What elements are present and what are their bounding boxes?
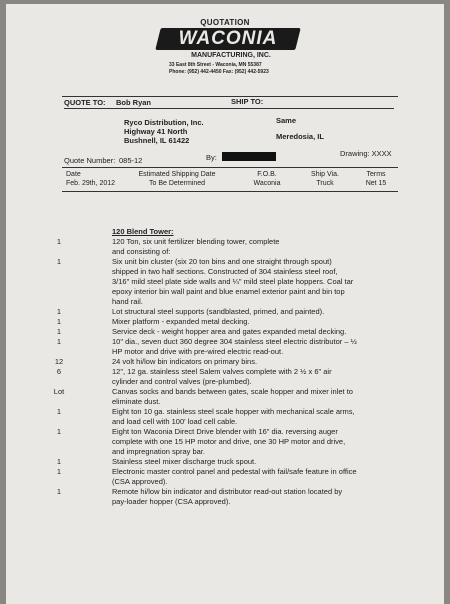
item-qty: 12: [54, 357, 64, 366]
col-terms-header: Terms: [366, 171, 386, 178]
line-item-row: [6, 397, 444, 407]
item-qty: [6, 397, 112, 407]
item-description: Electronic master control panel and pedestal with fail/safe feature in office: [112, 467, 357, 476]
item-qty: 1: [56, 407, 62, 416]
line-item-row: [6, 297, 444, 307]
col-ship-via: [302, 170, 348, 188]
col-ship-via-value: Truck: [316, 180, 334, 187]
customer-city: Bushnell, IL 61422: [124, 136, 190, 145]
line-item-row: [6, 247, 444, 257]
col-date: [66, 170, 122, 188]
item-description: Eight ton 10 ga. stainless steel scale hopper with mechanical scale arms,: [112, 407, 355, 416]
line-item-row: [6, 457, 444, 467]
item-description: complete with one 15 HP motor and drive, one 30 HP motor and drive,: [112, 437, 346, 446]
quote-to-label: QUOTE TO:: [64, 98, 106, 107]
line-item-row: [6, 287, 444, 297]
item-description: Stainless steel mixer discharge truck spout.: [112, 457, 257, 466]
item-description: pay-loader hopper (CSA approved).: [112, 497, 231, 506]
logo-text: WACONIA: [178, 28, 278, 49]
company-logo: [155, 28, 300, 50]
line-item-row: [6, 237, 444, 247]
line-item-row: [6, 477, 444, 487]
item-description: 3/16" mild steel plate side walls and ¼" mild steel plate hoppers. Coal tar: [112, 277, 354, 286]
item-description: shipped in two half sections. Constructed of 304 stainless steel roof,: [112, 267, 338, 276]
item-qty: [6, 477, 112, 487]
by-label: By:: [206, 153, 217, 162]
col-terms: [354, 170, 398, 188]
item-description: cylinder and control valves (pre-plumbed).: [112, 377, 252, 386]
item-qty: 1: [56, 327, 62, 336]
ship-to-name: Same: [276, 116, 297, 125]
item-qty: [6, 247, 112, 257]
item-qty: [6, 497, 112, 507]
item-description: 10" dia., seven duct 360 degree 304 stainless steel electric distributor – ½: [112, 337, 357, 346]
line-item-row: [6, 377, 444, 387]
line-item-row: [6, 337, 444, 347]
line-item-row: [6, 467, 444, 477]
item-description: (CSA approved).: [112, 477, 168, 486]
item-description: and load cell with 100' load cell cable.: [112, 417, 238, 426]
line-item-row: [6, 427, 444, 437]
item-qty: 6: [56, 367, 62, 376]
col-ship-date-header: Estimated Shipping Date: [138, 171, 216, 178]
line-item-row: [6, 447, 444, 457]
line-item-row: [6, 307, 444, 317]
item-qty: 1: [56, 237, 62, 246]
item-qty: 1: [56, 337, 62, 346]
item-description: Service deck - weight hopper area and gates expanded metal decking.: [112, 327, 347, 336]
line-item-row: [6, 327, 444, 337]
line-item-row: [6, 357, 444, 367]
col-ship-via-header: Ship Via.: [311, 171, 339, 178]
col-fob-header: F.O.B.: [257, 171, 277, 178]
header-rule: [62, 96, 398, 97]
address-line-2: Phone: (952) 442-4450 Fax: (952) 442-5923: [169, 69, 269, 75]
col-date-value: Feb. 29th, 2012: [66, 180, 116, 187]
quote-to-name: Bob Ryan: [116, 98, 152, 107]
redaction-mark: [222, 152, 276, 161]
col-ship-date-value: To Be Determined: [148, 180, 206, 187]
item-qty: [6, 437, 112, 447]
item-qty: [6, 417, 112, 427]
item-qty: 1: [56, 257, 62, 266]
item-qty: [6, 447, 112, 457]
item-qty: [6, 227, 112, 237]
col-terms-value: Net 15: [365, 180, 387, 187]
item-description: Remote hi/low bin indicator and distributor read-out station located by: [112, 487, 343, 496]
line-item-row: [6, 497, 444, 507]
item-description: 120 Ton, six unit fertilizer blending tower, complete: [112, 237, 280, 246]
item-description: 12", 12 ga. stainless steel Salem valves complete with 2 ½ x 6" air: [112, 367, 332, 376]
item-description: hand rail.: [112, 297, 143, 306]
company-address: [169, 62, 269, 76]
table-top-rule: [62, 167, 398, 168]
item-description: and consisting of:: [112, 247, 171, 256]
item-description: Lot structural steel supports (sandblasted, primed, and painted).: [112, 307, 325, 316]
item-qty: Lot: [53, 387, 65, 396]
ship-to-label: SHIP TO:: [231, 97, 264, 106]
item-description: Mixer platform - expanded metal decking.: [112, 317, 250, 326]
table-bottom-rule: [62, 191, 398, 192]
quote-number-label: Quote Number:: [64, 156, 116, 165]
col-date-header: Date: [66, 171, 81, 178]
line-item-row: [6, 367, 444, 377]
ship-to-city: Meredosia, IL: [276, 132, 324, 141]
col-fob: [242, 170, 292, 188]
item-description: Canvas socks and bands between gates, scale hopper and mixer inlet to: [112, 387, 353, 396]
line-item-row: [6, 437, 444, 447]
document-title: QUOTATION: [200, 18, 250, 27]
line-items: [6, 227, 444, 507]
quotation-document: [6, 4, 444, 604]
col-ship-date: [122, 170, 232, 188]
line-item-row: [6, 347, 444, 357]
line-item-row: [6, 417, 444, 427]
item-qty: 1: [56, 457, 62, 466]
address-line-1: 33 East 8th Street - Waconia, MN 55387: [169, 62, 262, 68]
line-item-row: [6, 387, 444, 397]
col-fob-value: Waconia: [253, 180, 281, 187]
manufacturer-name: MANUFACTURING, INC.: [191, 52, 271, 59]
item-qty: 1: [56, 467, 62, 476]
item-qty: [6, 297, 112, 307]
item-qty: 1: [56, 487, 62, 496]
item-qty: [6, 347, 112, 357]
line-item-row: [6, 257, 444, 267]
quote-number: 085-12: [119, 156, 143, 165]
quote-to-rule: [64, 108, 394, 109]
item-description: and impregnation spray bar.: [112, 447, 205, 456]
item-qty: 1: [56, 307, 62, 316]
item-qty: [6, 377, 112, 387]
item-description: HP motor and drive with pre-wired electric read-out.: [112, 347, 284, 356]
item-qty: [6, 267, 112, 277]
line-item-row: [6, 277, 444, 287]
line-item-row: [6, 267, 444, 277]
item-description: eliminate dust.: [112, 397, 161, 406]
item-qty: 1: [56, 317, 62, 326]
line-item-row: [6, 317, 444, 327]
item-qty: [6, 287, 112, 297]
line-item-row: [6, 227, 444, 237]
item-description: Six unit bin cluster (six 20 ton bins and one straight through spout): [112, 257, 332, 266]
item-description: 24 volt hi/low bin indicators on primary bins.: [112, 357, 258, 366]
item-qty: 1: [56, 427, 62, 436]
item-description: Eight ton Waconia Direct Drive blender with 16" dia. reversing auger: [112, 427, 338, 436]
line-item-row: [6, 407, 444, 417]
section-title: 120 Blend Tower:: [112, 227, 174, 236]
drawing-label: Drawing: XXXX: [340, 149, 392, 158]
customer-street: Highway 41 North: [124, 127, 188, 136]
line-item-row: [6, 487, 444, 497]
customer-company: Ryco Distribution, Inc.: [124, 118, 204, 127]
item-qty: [6, 277, 112, 287]
item-description: epoxy interior bin wall paint and blue enamel exterior paint and bin top: [112, 287, 345, 296]
